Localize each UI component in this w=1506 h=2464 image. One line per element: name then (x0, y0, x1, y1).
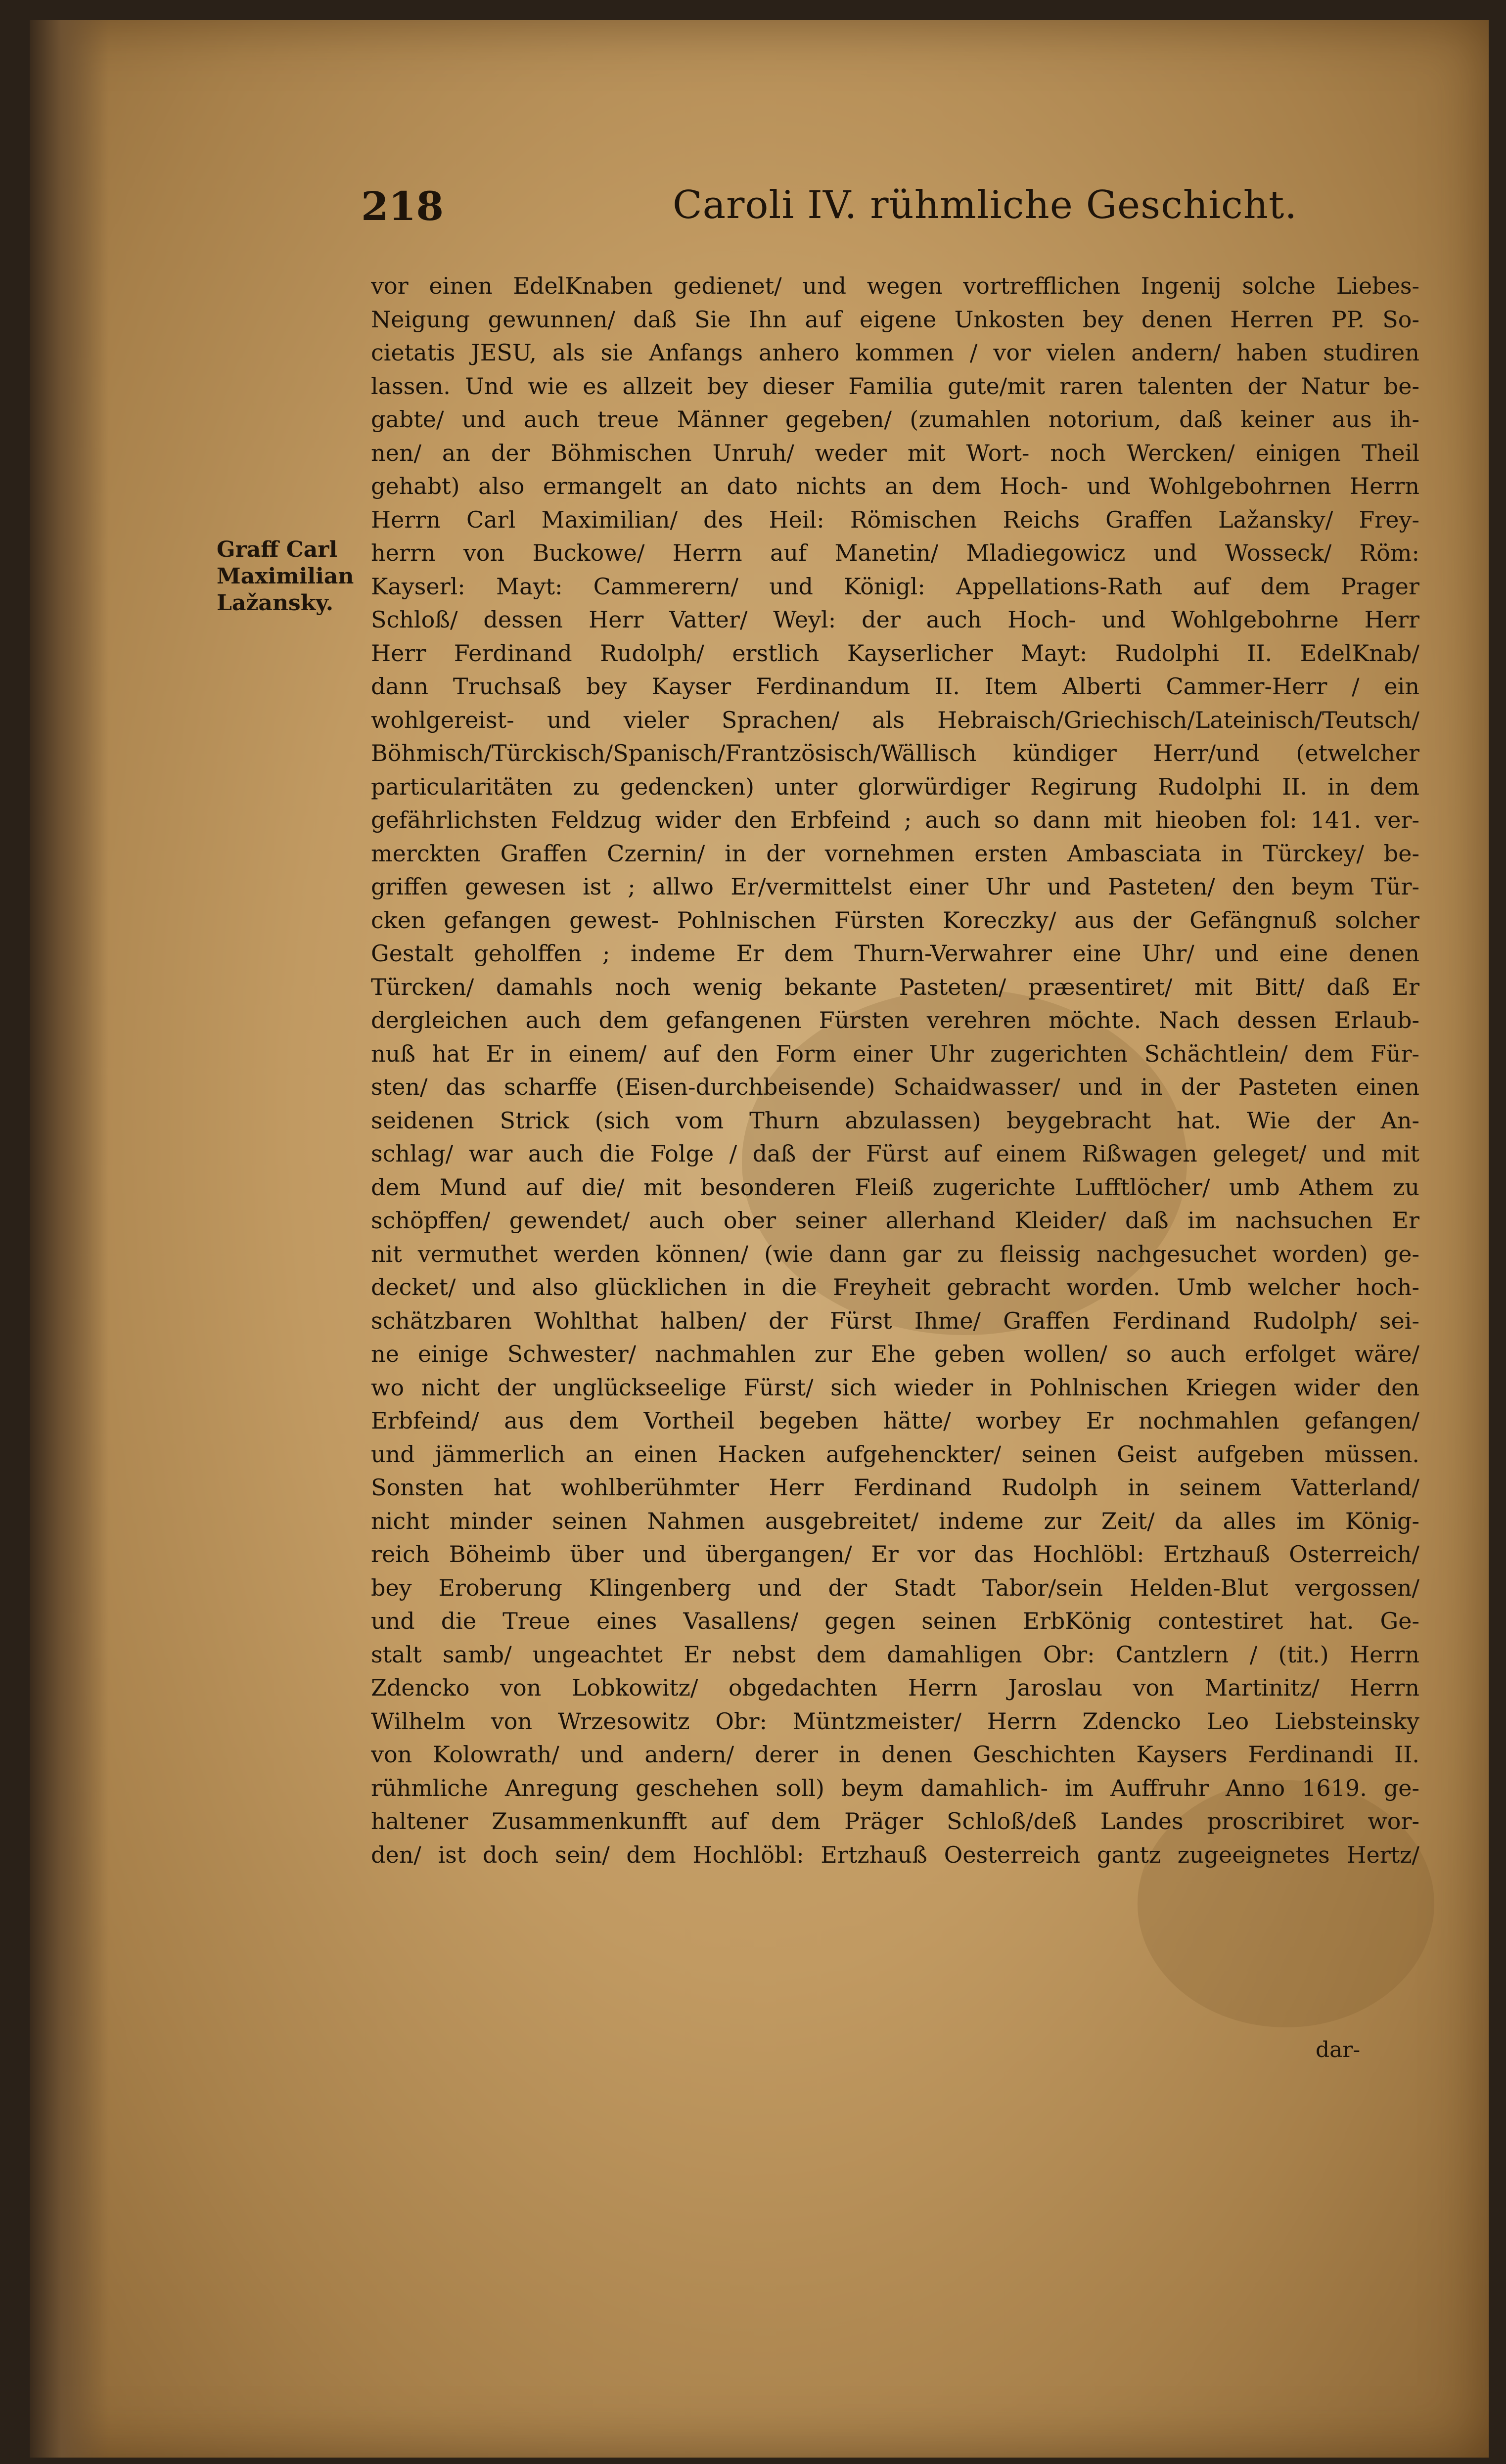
text-line: nuß hat Er in einem/ auf den Form einer Uhr zugerichten Schächtlein/ dem Für- (371, 1040, 1419, 1067)
body-text (371, 269, 1419, 1872)
text-line: griffen gewesen ist ; allwo Er/vermittelst einer Uhr und Pasteten/ den beym Tür- (371, 873, 1419, 900)
text-line: Zdencko von Lobkowitz/ obgedachten Herrn Jaroslau von Martinitz/ Herrn (371, 1674, 1419, 1701)
text-line: stalt samb/ ungeachtet Er nebst dem damahligen Obr: Cantzlern / (tit.) Herrn (371, 1641, 1419, 1668)
margin-note-line: Graff Carl (217, 537, 338, 562)
text-line: gefährlichsten Feldzug wider den Erbfeind ; auch so dann mit hieoben fol: 141. ver- (371, 806, 1419, 833)
book-binding-edge (30, 20, 109, 2458)
text-line: schöpffen/ gewendet/ auch ober seiner allerhand Kleider/ daß im nachsuchen Er (371, 1207, 1419, 1234)
text-line: vor einen EdelKnaben gedienet/ und wegen vortrefflichen Ingenij solche Liebes- (371, 272, 1419, 299)
text-line: schätzbaren Wohlthat halben/ der Fürst Ihme/ Graffen Ferdinand Rudolph/ sei- (371, 1307, 1419, 1334)
text-line: bey Eroberung Klingenberg und der Stadt Tabor/sein Helden-Blut vergossen/ (371, 1574, 1419, 1601)
margin-note-line: Lažansky. (217, 590, 334, 616)
text-line: Kayserl: Mayt: Cammerern/ und Königl: Appellations-Rath auf dem Prager (371, 573, 1419, 600)
text-line: Herr Ferdinand Rudolph/ erstlich Kayserlicher Mayt: Rudolphi II. EdelKnab/ (371, 639, 1419, 667)
text-line: Sonsten hat wohlberühmter Herr Ferdinand Rudolph in seinem Vatterland/ (371, 1474, 1419, 1501)
page-number: 218 (361, 183, 444, 229)
text-line: nit vermuthet werden können/ (wie dann gar zu fleissig nachgesuchet worden) ge- (371, 1240, 1419, 1267)
text-line: sten/ das scharffe (Eisen-durchbeisende) Schaidwasser/ und in der Pasteten einen (371, 1074, 1419, 1100)
text-line: Erbfeind/ aus dem Vortheil begeben hätte/ worbey Er nochmahlen gefangen/ (371, 1407, 1419, 1434)
text-line: Schloß/ dessen Herr Vatter/ Weyl: der auch Hoch- und Wohlgebohrne Herr (371, 606, 1419, 633)
text-line: Herrn Carl Maximilian/ des Heil: Römischen Reichs Graffen Lažansky/ Frey- (371, 506, 1419, 533)
text-line: Neigung gewunnen/ daß Sie Ihn auf eigene Unkosten bey denen Herren PP. So- (371, 306, 1419, 333)
text-line: Wilhelm von Wrzesowitz Obr: Müntzmeister/ Herrn Zdencko Leo Liebsteinsky (371, 1707, 1419, 1735)
running-title: Caroli IV. rühmliche Geschicht. (673, 183, 1298, 227)
text-line: Türcken/ damahls noch wenig bekante Pasteten/ præsentiret/ mit Bitt/ daß Er (371, 973, 1419, 1000)
text-line: nen/ an der Böhmischen Unruh/ weder mit Wort- noch Wercken/ einigen Theil (371, 439, 1419, 466)
text-line: wo nicht der unglückseelige Fürst/ sich wieder in Pohlnischen Kriegen wider den (371, 1374, 1419, 1401)
margin-note (217, 537, 365, 617)
catchword: dar- (1316, 2037, 1361, 2062)
text-line: gehabt) also ermangelt an dato nichts an dem Hoch- und Wohlgebohrnen Herrn (371, 473, 1419, 499)
text-line: nicht minder seinen Nahmen ausgebreitet/ indeme zur Zeit/ da alles im König- (371, 1507, 1419, 1534)
text-line: dem Mund auf die/ mit besonderen Fleiß zugerichte Lufftlöcher/ umb Athem zu (371, 1173, 1419, 1201)
text-line: dann Truchsaß bey Kayser Ferdinandum II. Item Alberti Cammer-Herr / ein (371, 673, 1419, 700)
text-line: lassen. Und wie es allzeit bey dieser Familia gute/mit raren talenten der Natur be- (371, 372, 1419, 400)
text-line: cken gefangen gewest- Pohlnischen Fürsten Koreczky/ aus der Gefängnuß solcher (371, 906, 1419, 934)
text-line: rühmliche Anregung geschehen soll) beym damahlich- im Auffruhr Anno 1619. ge- (371, 1774, 1419, 1801)
text-line: schlag/ war auch die Folge / daß der Fürst auf einem Rißwagen geleget/ und mit (371, 1140, 1419, 1167)
text-line: von Kolowrath/ und andern/ derer in denen Geschichten Kaysers Ferdinandi II. (371, 1741, 1419, 1768)
text-line: Gestalt geholffen ; indeme Er dem Thurn-Verwahrer eine Uhr/ und eine denen (371, 940, 1419, 967)
text-line: den/ ist doch sein/ dem Hochlöbl: Ertzhauß Oesterreich gantz zugeeignetes Hertz/ (371, 1841, 1419, 1868)
page-header (361, 183, 1449, 242)
text-line: Böhmisch/Türckisch/Spanisch/Frantzösisch/Wällisch kündiger Herr/und (etwelcher (371, 740, 1419, 766)
text-line: ne einige Schwester/ nachmahlen zur Ehe geben wollen/ so auch erfolget wäre/ (371, 1341, 1419, 1367)
text-line: haltener Zusammenkunfft auf dem Präger Schloß/deß Landes proscribiret wor- (371, 1808, 1419, 1835)
text-line: reich Böheimb über und übergangen/ Er vor das Hochlöbl: Ertzhauß Osterreich/ (371, 1541, 1419, 1568)
text-line: particularitäten zu gedencken) unter glorwürdiger Regirung Rudolphi II. in dem (371, 773, 1419, 800)
text-line: gabte/ und auch treue Männer gegeben/ (zumahlen notorium, daß keiner aus ih- (371, 406, 1419, 433)
text-line: seidenen Strick (sich vom Thurn abzulassen) beygebracht hat. Wie der An- (371, 1107, 1419, 1134)
text-line: wohlgereist- und vieler Sprachen/ als Hebraisch/Griechisch/Lateinisch/Teutsch/ (371, 706, 1419, 733)
text-line: herrn von Buckowe/ Herrn auf Manetin/ Mladiegowicz und Wosseck/ Röm: (371, 539, 1419, 566)
margin-note-line: Maximilian (217, 564, 354, 589)
text-line: cietatis JESU, als sie Anfangs anhero kommen / vor vielen andern/ haben studiren (371, 339, 1419, 366)
text-line: merckten Graffen Czernin/ in der vornehmen ersten Ambasciata in Türckey/ be- (371, 840, 1419, 867)
text-line: dergleichen auch dem gefangenen Fürsten verehren möchte. Nach dessen Erlaub- (371, 1007, 1419, 1033)
text-line: und die Treue eines Vasallens/ gegen seinen ErbKönig contestiret hat. Ge- (371, 1608, 1419, 1634)
text-line: und jämmerlich an einen Hacken aufgehenckter/ seinen Geist aufgeben müssen. (371, 1440, 1419, 1468)
text-line: decket/ und also glücklichen in die Freyheit gebracht worden. Umb welcher hoch- (371, 1274, 1419, 1300)
